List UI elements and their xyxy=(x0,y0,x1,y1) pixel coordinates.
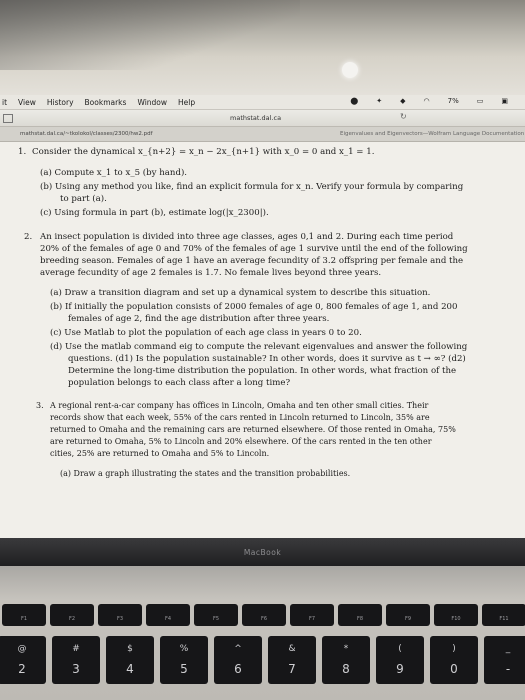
function-key-label: F4 xyxy=(164,616,172,622)
function-key-f2[interactable] xyxy=(50,604,94,626)
function-key-f6[interactable] xyxy=(242,604,286,626)
function-key-label: F1 xyxy=(20,616,28,622)
key-symbol-label: ( xyxy=(398,644,402,654)
dropbox-icon[interactable]: ✦ xyxy=(376,97,383,105)
q2-part-b-line2: females of age 2, find the age distribution after three years. xyxy=(68,314,330,324)
q3-line4: are returned to Omaha, 5% to Lincoln and 20% elsewhere. Of the cars rented in the ten other xyxy=(50,437,432,446)
menu-bookmarks[interactable]: Bookmarks xyxy=(84,97,127,107)
function-key-f1[interactable] xyxy=(2,604,46,626)
number-key-7[interactable] xyxy=(268,636,316,684)
number-key-3[interactable] xyxy=(52,636,100,684)
key-number-label: 6 xyxy=(234,662,242,676)
function-key-f4[interactable] xyxy=(146,604,190,626)
function-key-f9[interactable] xyxy=(386,604,430,626)
key-symbol-label: & xyxy=(288,644,296,654)
status-icons xyxy=(350,97,519,105)
key-number-label: 3 xyxy=(72,662,80,676)
q2-part-c: (c) Use Matlab to plot the population of each age class in years 0 to 20. xyxy=(50,328,362,338)
number-key-10[interactable] xyxy=(430,636,478,684)
key-number-label: 7 xyxy=(288,662,296,676)
q3-line5: cities, 25% are returned to Omaha and 5% to Lincoln. xyxy=(50,449,270,458)
menu-help[interactable]: Help xyxy=(178,97,196,107)
battery-text[interactable]: 7% xyxy=(447,97,459,105)
macbook-label: MacBook xyxy=(243,548,282,557)
q3-number: 3. xyxy=(36,401,44,410)
tab-eigenvalues[interactable]: Eigenvalues and Eigenvectors—Wolfram Language Documentation xyxy=(340,131,525,137)
function-key-label: F11 xyxy=(499,616,509,622)
address-bar[interactable]: mathstat.dal.ca xyxy=(230,114,282,122)
menu-history[interactable]: History xyxy=(46,97,74,107)
number-key-11[interactable] xyxy=(484,636,525,684)
key-symbol-label: * xyxy=(343,644,349,654)
q2-line4: average fecundity of age 2 females is 1.7. No female lives beyond three years. xyxy=(40,268,382,278)
number-key-9[interactable] xyxy=(376,636,424,684)
tab-bar xyxy=(0,127,525,142)
q1-part-b-line2: to part (a). xyxy=(60,194,107,204)
function-key-f10[interactable] xyxy=(434,604,478,626)
q1-part-b-line1: (b) Using any method you like, find an explicit formula for x_n. Verify your formula by comparing xyxy=(40,182,464,192)
spotlight-icon[interactable]: ▣ xyxy=(501,97,508,105)
menu-window[interactable]: Window xyxy=(137,97,168,107)
key-number-label: 9 xyxy=(396,662,404,676)
number-key-2[interactable] xyxy=(0,636,46,684)
q2-part-d-line2: questions. (d1) Is the population sustainable? In other words, does it survive as t → ∞? (d2) xyxy=(68,354,466,364)
q2-line1: An insect population is divided into three age classes, ages 0,1 and 2. During each time period xyxy=(40,232,454,242)
key-symbol-label: _ xyxy=(505,644,511,654)
q2-number: 2. xyxy=(24,232,33,242)
function-key-f5[interactable] xyxy=(194,604,238,626)
key-number-label: 4 xyxy=(126,662,134,676)
key-number-label: 0 xyxy=(450,662,458,676)
function-key-label: F5 xyxy=(212,616,220,622)
evernote-icon[interactable]: ◆ xyxy=(400,97,406,105)
function-key-f7[interactable] xyxy=(290,604,334,626)
key-symbol-label: ^ xyxy=(234,644,242,654)
number-key-6[interactable] xyxy=(214,636,262,684)
q1-text: Consider the dynamical x_{n+2} = x_n − 2x_{n+1} with x_0 = 0 and x_1 = 1. xyxy=(32,147,375,157)
extension-icon[interactable]: ⬤ xyxy=(350,97,359,105)
function-key-label: F7 xyxy=(308,616,316,622)
lid-shadow xyxy=(0,0,300,70)
q2-part-a: (a) Draw a transition diagram and set up a dynamical system to describe this situation. xyxy=(50,288,431,298)
key-symbol-label: % xyxy=(179,644,189,654)
keyboard-deck xyxy=(0,566,525,700)
key-symbol-label: ) xyxy=(452,644,456,654)
q2-line3: breeding season. Females of age 1 have an average fecundity of 3.2 offspring per female and the xyxy=(40,256,464,266)
q2-part-d-line4: population belongs to each class after a long time? xyxy=(68,378,291,388)
q3-line3: returned to Omaha and the remaining cars are returned elsewhere. Of those rented in Omaha, 75% xyxy=(50,425,456,434)
wifi-icon[interactable]: ◠ xyxy=(423,97,430,105)
q2-line2: 20% of the females of age 0 and 70% of the females of age 1 survive until the end of the following xyxy=(40,244,468,254)
sidebar-toggle-icon[interactable] xyxy=(3,114,13,123)
menu-app-name[interactable]: it xyxy=(2,97,8,107)
function-key-label: F10 xyxy=(451,616,461,622)
function-key-label: F6 xyxy=(260,616,268,622)
menu-bar xyxy=(0,95,525,110)
battery-icon[interactable]: ▭ xyxy=(476,97,484,105)
function-key-label: F3 xyxy=(116,616,124,622)
key-symbol-label: # xyxy=(72,644,80,654)
key-number-label: 5 xyxy=(180,662,188,676)
number-key-8[interactable] xyxy=(322,636,370,684)
laptop-screen xyxy=(0,95,525,565)
q1-number: 1. xyxy=(18,147,27,157)
key-number-label: - xyxy=(505,662,511,676)
q3-part-a: (a) Draw a graph illustrating the states and the transition probabilities. xyxy=(60,469,351,478)
reload-icon[interactable]: ↻ xyxy=(400,112,407,121)
function-key-f8[interactable] xyxy=(338,604,382,626)
function-key-f3[interactable] xyxy=(98,604,142,626)
number-key-5[interactable] xyxy=(160,636,208,684)
menu-view[interactable]: View xyxy=(18,97,36,107)
browser-toolbar xyxy=(0,110,525,127)
tab-hw2-pdf[interactable]: mathstat.dal.ca/~tkolokol/classes/2300/hw2.pdf xyxy=(20,131,153,137)
q1-part-c: (c) Using formula in part (b), estimate log(|x_2300|). xyxy=(40,208,269,218)
q2-part-d-line1: (d) Use the matlab command eig to compute the relevant eigenvalues and answer the following xyxy=(50,342,468,352)
q3-line2: records show that each week, 55% of the cars rented in Lincoln returned to Lincoln, 35% are xyxy=(50,413,430,422)
function-key-label: F9 xyxy=(404,616,412,622)
key-symbol-label: $ xyxy=(127,644,133,654)
apple-logo-icon xyxy=(342,62,358,78)
key-symbol-label: @ xyxy=(17,644,27,654)
q2-part-b-line1: (b) If initially the population consists of 2000 females of age 0, 800 females of age 1, and 200 xyxy=(50,302,458,312)
function-key-label: F2 xyxy=(68,616,76,622)
q3-line1: A regional rent-a-car company has offices in Lincoln, Omaha and ten other small cities. Their xyxy=(50,401,429,410)
function-key-f11[interactable] xyxy=(482,604,525,626)
key-number-label: 8 xyxy=(342,662,350,676)
laptop-lid-background xyxy=(0,0,525,95)
number-key-4[interactable] xyxy=(106,636,154,684)
q2-part-d-line3: Determine the long-time distribution the population. In other words, what fraction of the xyxy=(68,366,457,376)
q1-part-a: (a) Compute x_1 to x_5 (by hand). xyxy=(40,168,188,178)
function-key-label: F8 xyxy=(356,616,364,622)
key-number-label: 2 xyxy=(18,662,26,676)
